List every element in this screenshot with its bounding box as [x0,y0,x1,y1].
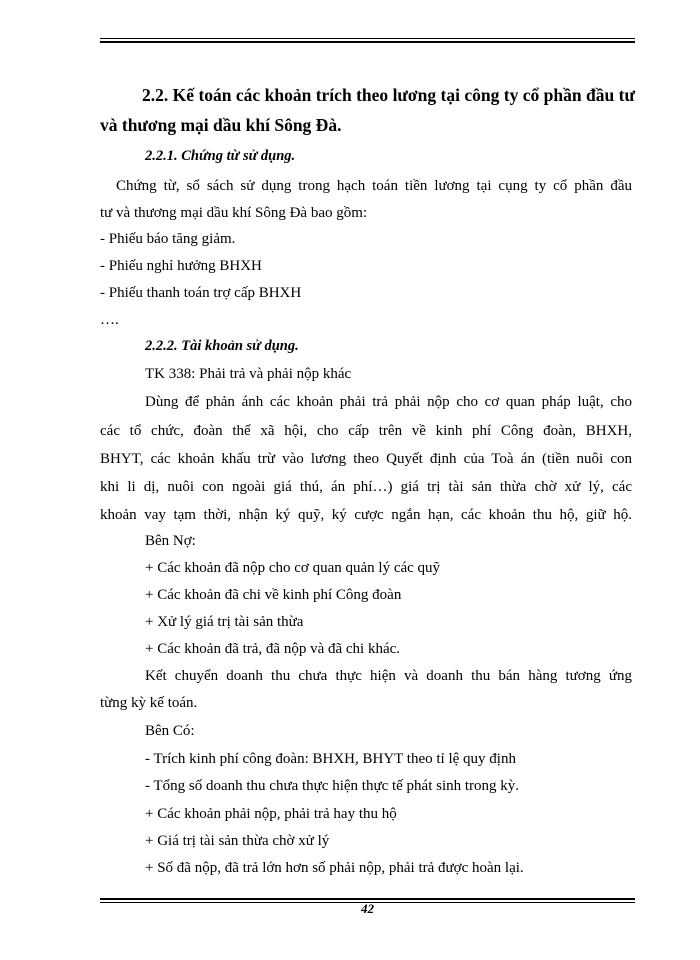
description-line: Dùng để phản ánh các khoản phải trả phải nộp cho cơ quan pháp luật, cho [145,394,632,410]
description-line: các tổ chức, đoàn thể xã hội, cho cấp trên về kinh phí Công đoàn, BHXH, [100,423,632,439]
credit-item: + Các khoản phải nộp, phải trả hay thu hộ [145,806,397,822]
debit-item: + Xử lý giá trị tài sản thừa [145,614,304,630]
document-item: - Phiếu nghỉ hưởng BHXH [100,258,262,274]
intro-line-1: Chứng từ, sổ sách sử dụng trong hạch toán tiền lương tại cụng ty cổ phần đầu [116,178,632,194]
description-line: khi li dị, nuôi con ngoài giá thú, án phí…) giá trị tài sản thừa chờ xử lý, các [100,479,632,495]
credit-item: + Giá trị tài sản thừa chờ xử lý [145,833,330,849]
transfer-line-1: Kết chuyển doanh thu chưa thực hiện và doanh thu bán hàng tương ứng [145,668,632,684]
ellipsis: …. [100,312,119,328]
subsection-title-documents: 2.2.1. Chứng từ sử dụng. [145,148,296,164]
credit-item: + Số đã nộp, đã trả lớn hơn số phải nộp, phải trả được hoàn lại. [145,860,524,876]
intro-line-2: tư và thương mại dầu khí Sông Đà bao gồm: [100,205,368,221]
debit-item: + Các khoản đã trả, đã nộp và đã chi khác. [145,641,401,657]
credit-label: Bên Có: [145,723,195,739]
description-line: BHYT, các khoản khấu trừ vào lương theo Quyết định của Toà án (tiền nuôi con [100,451,632,467]
debit-item: + Các khoản đã nộp cho cơ quan quản lý các quỹ [145,560,441,576]
subsection-title-accounts: 2.2.2. Tài khoản sử dụng. [145,338,299,354]
account-title: TK 338: Phải trả và phải nộp khác [145,366,352,382]
credit-item: - Tổng số doanh thu chưa thực hiện thực tế phát sinh trong kỳ. [145,778,520,794]
document-item: - Phiếu thanh toán trợ cấp BHXH [100,285,302,301]
page-number: 42 [361,901,374,916]
debit-label: Bên Nợ: [145,533,196,549]
description-line: khoản vay tạm thời, nhận ký quỹ, ký cược ngắn hạn, các khoản thu hộ, giữ hộ. [100,507,632,523]
debit-item: + Các khoản đã chi về kinh phí Công đoàn [145,587,402,603]
header-rule [100,38,635,43]
transfer-line-2: từng kỳ kế toán. [100,695,198,711]
credit-item: - Trích kinh phí công đoàn: BHXH, BHYT theo tỉ lệ quy định [145,751,516,767]
section-heading: 2.2. Kế toán các khoản trích theo lương tại công ty cổ phần đầu tư và thương mại dầu khí Sông Đà. [100,85,635,135]
document-item: - Phiếu báo tăng giảm. [100,231,236,247]
